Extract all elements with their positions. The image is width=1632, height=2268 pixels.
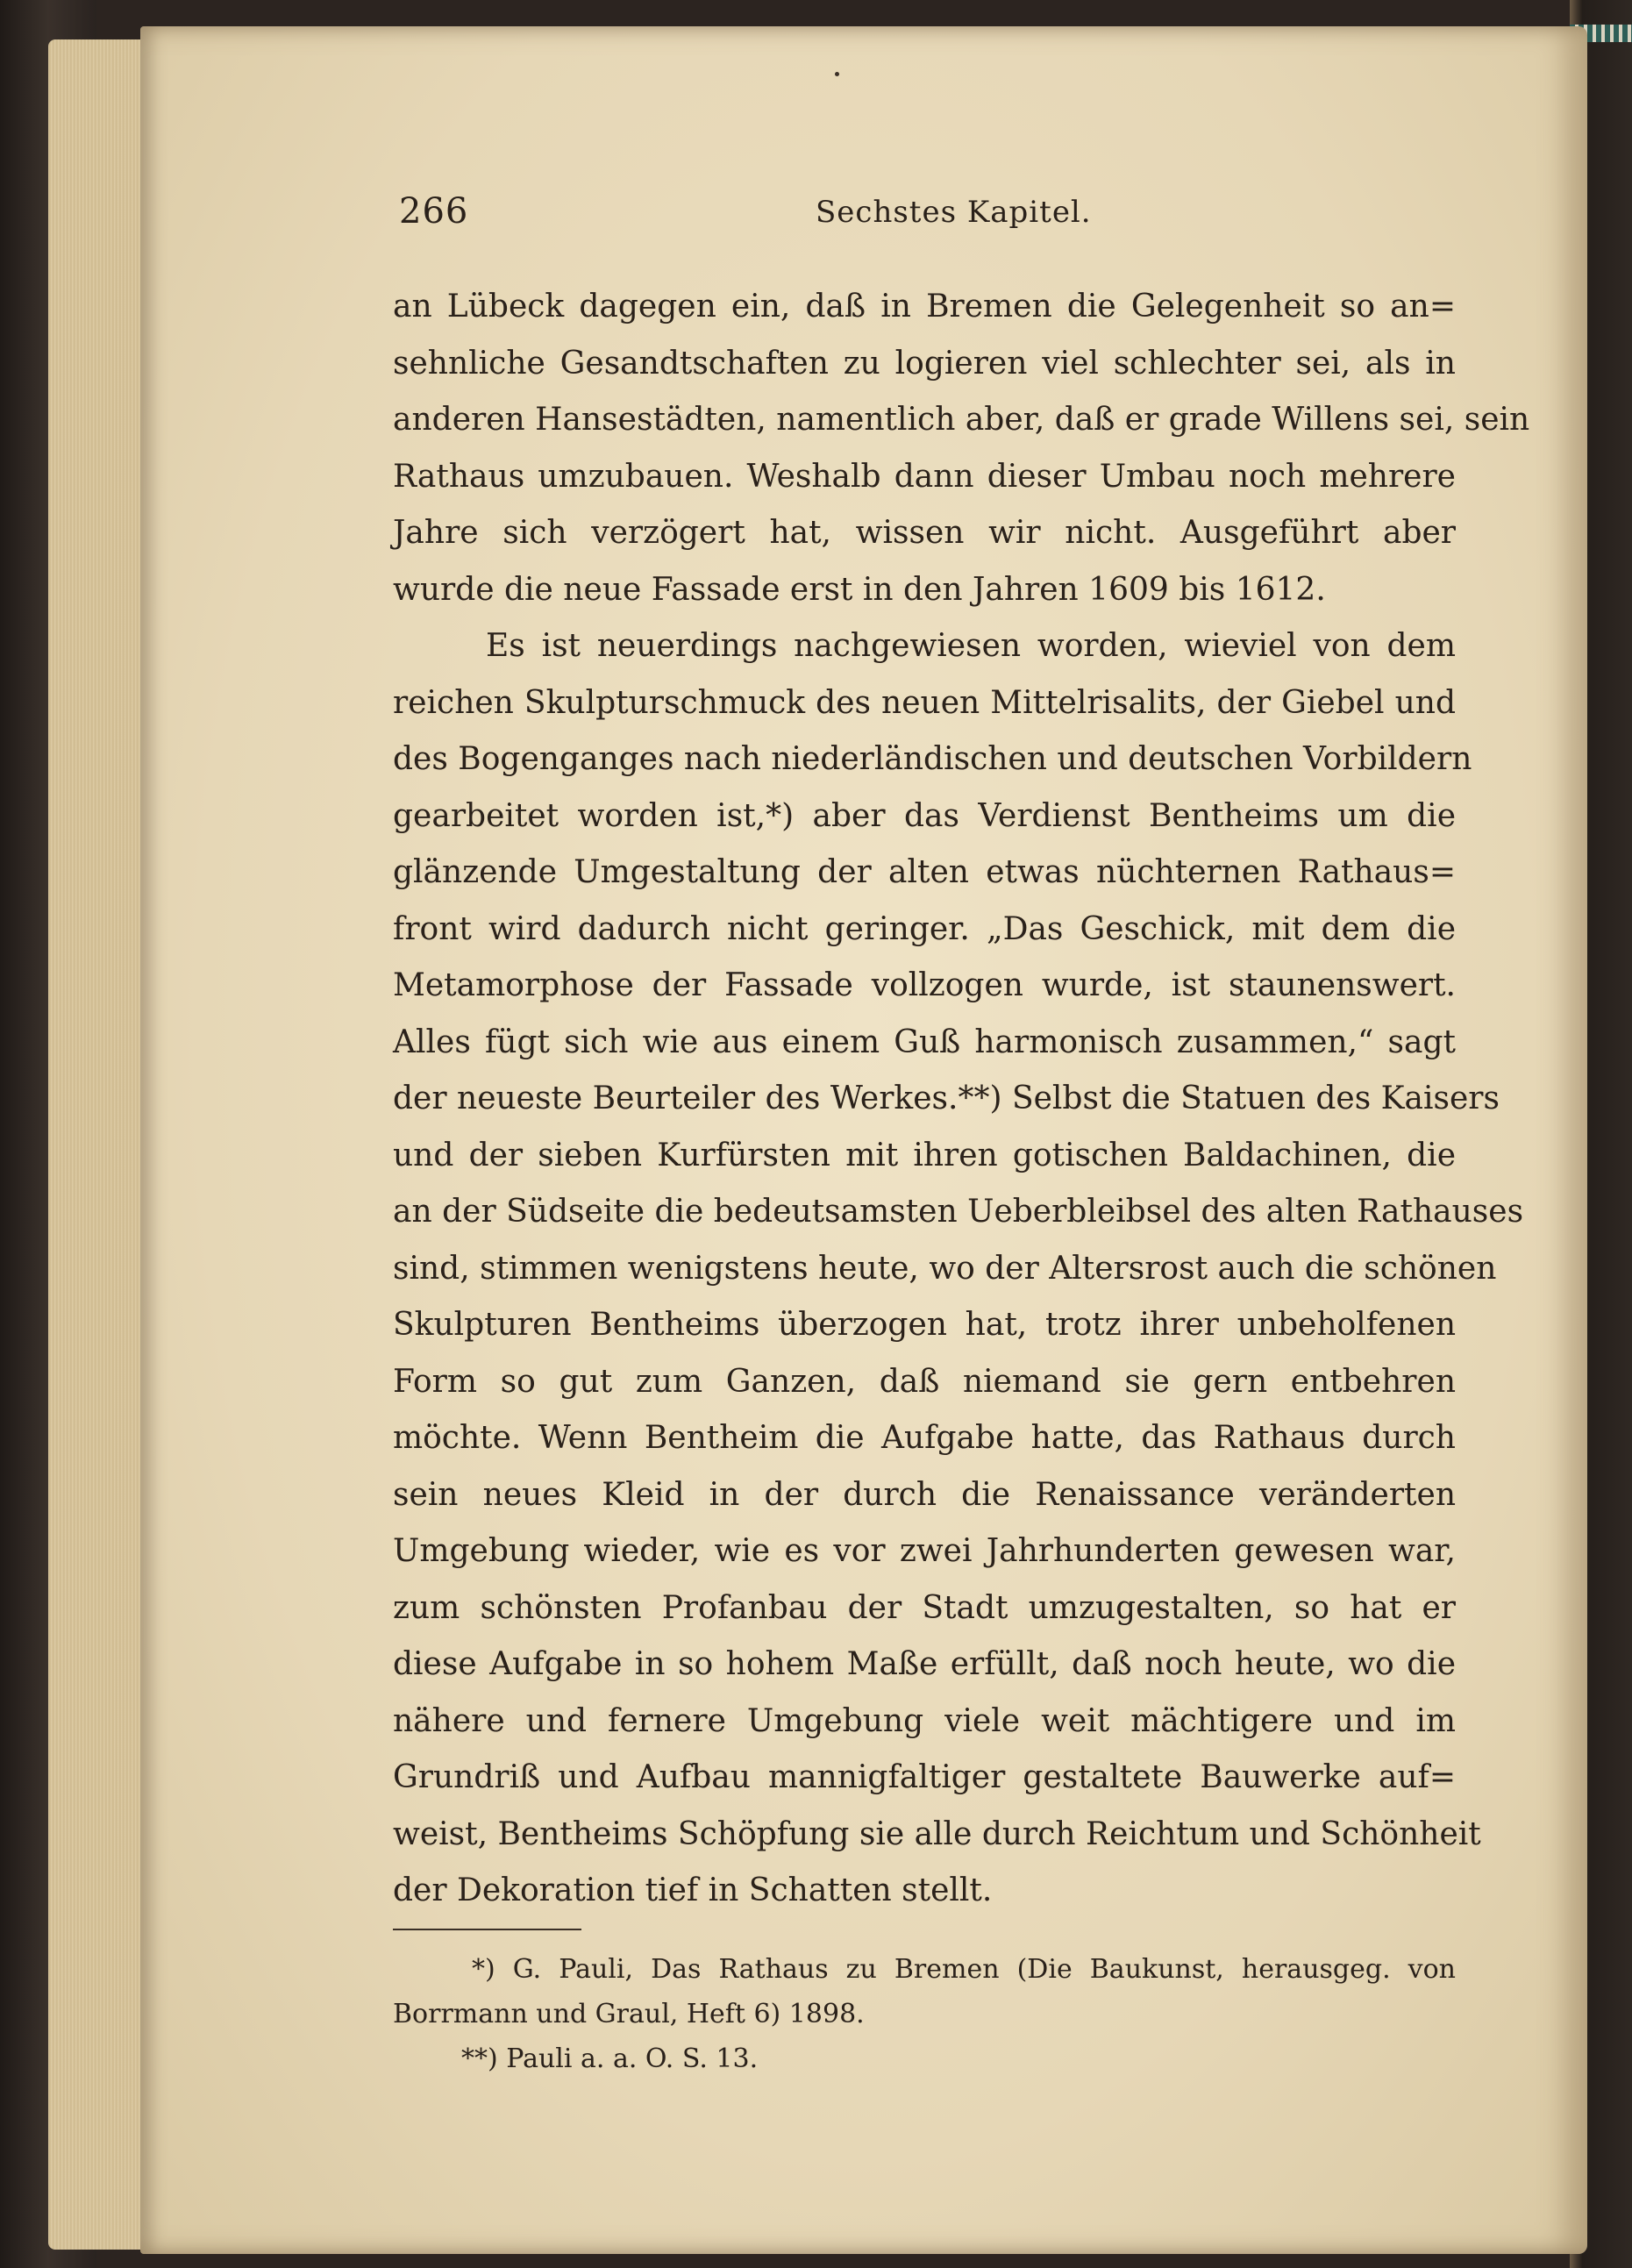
page-number: 266 [399, 191, 469, 232]
text-line: weist, Bentheims Schöpfung sie alle durch Reichtum und Schönheit [393, 1815, 1481, 1852]
text-line: sein neues Kleid in der durch die Renaissance veränderten [393, 1476, 1456, 1513]
text-line: Alles fügt sich wie aus einem Guß harmonisch zusammen,“ sagt [393, 1023, 1456, 1060]
text-line: Rathaus umzubauen. Weshalb dann dieser Umbau noch mehrere [393, 458, 1456, 495]
text-line: reichen Skulpturschmuck des neuen Mittelrisalits, der Giebel und [393, 684, 1456, 721]
text-line: Jahre sich verzögert hat, wissen wir nicht. Ausgeführt aber [393, 515, 1456, 551]
text-line: diese Aufgabe in so hohem Maße erfüllt, daß noch heute, wo die [393, 1646, 1456, 1682]
text-line: an der Südseite die bedeutsamsten Ueberbleibsel des alten Rathauses [393, 1194, 1524, 1230]
text-line: wurde die neue Fassade erst in den Jahren 1609 bis 1612. [393, 571, 1326, 608]
footnote-1: *) G. Pauli, Das Rathaus zu Bremen (Die Baukunst, herausgeg. von [472, 1954, 1456, 1985]
text-line: Es ist neuerdings nachgewiesen worden, wieviel von dem [486, 628, 1456, 664]
text-line: an Lübeck dagegen ein, daß in Bremen die Gelegenheit so an= [393, 289, 1456, 325]
text-line: der neueste Beurteiler des Werkes.**) Selbst die Statuen des Kaisers [393, 1081, 1500, 1116]
text-line: Form so gut zum Ganzen, daß niemand sie gern entbehren [393, 1363, 1456, 1400]
text-line: möchte. Wenn Bentheim die Aufgabe hatte, das Rathaus durch [393, 1420, 1456, 1456]
text-line: des Bogenganges nach niederländischen und deutschen Vorbildern [393, 741, 1472, 777]
text-line: sind, stimmen wenigstens heute, wo der Altersrost auch die schönen [393, 1250, 1497, 1287]
running-head: Sechstes Kapitel. [816, 195, 1092, 230]
text-line: Skulpturen Bentheims überzogen hat, trotz ihrer unbeholfenen [393, 1307, 1456, 1343]
text-line: sehnliche Gesandtschaften zu logieren viel schlechter sei, als in [393, 345, 1456, 382]
text-line: der Dekoration tief in Schatten stellt. [393, 1872, 993, 1908]
text-line: front wird dadurch nicht geringer. „Das Geschick, mit dem die [393, 910, 1456, 947]
text-line: glänzende Umgestaltung der alten etwas nüchternen Rathaus= [393, 854, 1456, 890]
footnote-rule [393, 1929, 581, 1930]
page-edges [48, 39, 145, 2250]
text-line: nähere und fernere Umgebung viele weit mächtigere und im [393, 1702, 1456, 1739]
text-line: und der sieben Kurfürsten mit ihren gotischen Baldachinen, die [393, 1137, 1456, 1173]
footnotes [393, 1947, 1456, 2081]
footnote-1-continuation: Borrmann und Graul, Heft 6) 1898. [393, 1999, 865, 2029]
text-line: zum schönsten Profanbau der Stadt umzugestalten, so hat er [393, 1589, 1456, 1626]
text-line: gearbeitet worden ist,*) aber das Verdienst Bentheims um die [393, 797, 1456, 834]
footnote-2: **) Pauli a. a. O. S. 13. [461, 2043, 759, 2074]
body-text [393, 279, 1530, 1920]
text-line: Umgebung wieder, wie es vor zwei Jahrhunderten gewesen war, [393, 1533, 1456, 1569]
text-line: Grundriß und Aufbau mannigfaltiger gestaltete Bauwerke auf= [393, 1759, 1456, 1795]
ink-speck [835, 72, 839, 76]
text-line: Metamorphose der Fassade vollzogen wurde, ist staunenswert. [393, 967, 1456, 1003]
text-line: anderen Hansestädten, namentlich aber, daß er grade Willens sei, sein [393, 402, 1530, 438]
